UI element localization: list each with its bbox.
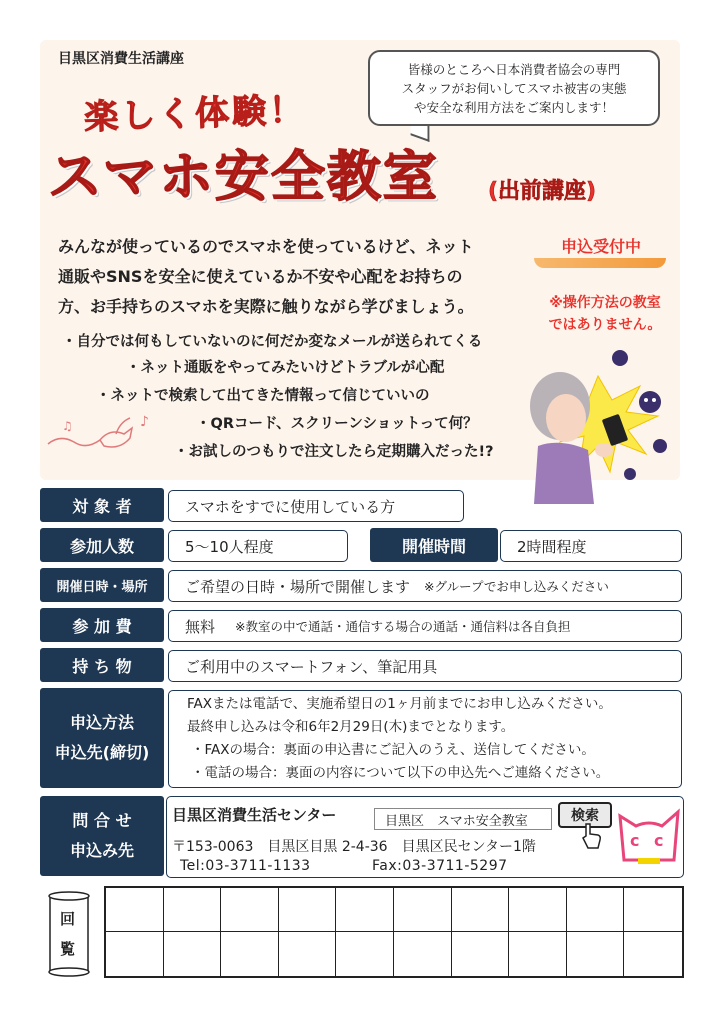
intro-line: 通販やSNSを安全に使えているか不安や心配をお持ちの — [58, 267, 463, 286]
fee-note: ※教室の中で通話・通信する場合の通話・通信料は各自負担 — [235, 619, 571, 634]
belongings-value: ご利用中のスマートフォン、筆記用具 — [168, 650, 682, 682]
stamp-cell — [452, 932, 510, 976]
contact-fax: Fax:03-3711-5297 — [372, 858, 508, 874]
belongings-label: 持 ち 物 — [40, 648, 164, 682]
svg-text:♪: ♪ — [140, 414, 149, 430]
contact-address: 〒153-0063 目黒区目黒 2-4-36 目黒区民センター1階 — [172, 839, 536, 855]
svg-text:♫: ♫ — [62, 419, 73, 433]
stamp-cell — [279, 932, 337, 976]
participants-value: 5〜10人程度 — [168, 530, 348, 562]
target-value: スマホをすでに使用している方 — [168, 490, 464, 522]
stamp-cell — [336, 932, 394, 976]
stamp-cell — [509, 888, 567, 932]
contact-label — [40, 796, 164, 876]
schedule-text: ご希望の日時・場所で開催します — [185, 577, 411, 596]
circulation-label-2: 覧 — [60, 940, 76, 958]
stamp-cell — [279, 888, 337, 932]
intro-text — [58, 232, 528, 322]
apply-line: FAXまたは電話で、実施希望日の1ヶ月前までにお申し込みください。 — [187, 696, 612, 712]
apply-line: 最終申し込みは令和6年2月29日(木)までとなります。 — [187, 719, 515, 735]
stamp-cell — [221, 932, 279, 976]
accepting-badge: 申込受付中 — [560, 237, 641, 256]
concern-bullet: ・QRコード、スクリーンショットって何？ — [196, 416, 478, 432]
apply-details — [168, 690, 682, 788]
concern-bullet: ・お試しのつもりで注文したら定期購入だった!? — [174, 444, 494, 460]
speech-bubble — [368, 50, 660, 126]
intro-line: みんなが使っているのでスマホを使っているけど、ネット — [58, 237, 474, 256]
search-button: 検索 — [558, 802, 612, 828]
apply-line: ・電話の場合：裏面の内容について以下の申込先へご連絡ください。 — [191, 765, 610, 781]
stamp-cell — [221, 888, 279, 932]
bird-doodle-icon — [40, 404, 160, 464]
stamp-cell — [509, 932, 567, 976]
stamp-cell — [164, 932, 222, 976]
badge-underline — [534, 258, 666, 268]
circulation-label-1: 回 — [60, 910, 76, 928]
apply-label-line: 申込方法 — [69, 713, 134, 732]
stamp-cell — [336, 888, 394, 932]
schedule-label: 開催日時・場所 — [40, 568, 164, 602]
bubble-line: スタッフがお伺いしてスマホ被害の実態 — [401, 81, 627, 96]
duration-value: 2時間程度 — [500, 530, 682, 562]
fee-value — [168, 610, 682, 642]
search-term-box: 目黒区 スマホ安全教室 — [374, 808, 552, 830]
organizer-label: 目黒区消費生活講座 — [58, 51, 184, 67]
title-suffix: (出前講座) — [488, 179, 597, 204]
concern-bullet: ・ネット通販をやってみたいけどトラブルが心配 — [126, 360, 445, 376]
target-label: 対 象 者 — [40, 488, 164, 522]
bubble-line: や安全な利用方法をご案内します！ — [413, 100, 614, 115]
title-line-1: 楽しく体験！ — [83, 90, 307, 138]
svg-text:c: c — [654, 831, 664, 850]
schedule-value — [168, 570, 682, 602]
cat-mascot-logo — [616, 802, 682, 868]
concern-bullet: ・自分では何もしていないのに何だか変なメールが送られてくる — [62, 334, 483, 350]
contact-label-line: 申込み先 — [69, 841, 134, 860]
schedule-note: ※グループでお申し込みください — [424, 579, 609, 594]
fee-label: 参 加 費 — [40, 608, 164, 642]
contact-label-line: 問 合 せ — [72, 811, 132, 830]
stamp-cell — [164, 888, 222, 932]
contact-tel: Tel:03-3711-1133 — [180, 858, 311, 874]
stamp-cell — [394, 932, 452, 976]
stamp-cell — [567, 888, 625, 932]
stamp-cell — [452, 888, 510, 932]
woman-with-phone-illustration — [508, 346, 688, 506]
stamp-cell — [394, 888, 452, 932]
apply-label-line: 申込先(締切) — [54, 743, 150, 762]
duration-label: 開催時間 — [370, 528, 498, 562]
stamp-cell — [106, 888, 164, 932]
intro-line: 方、お手持ちのスマホを実際に触りながら学びましょう。 — [58, 297, 474, 316]
circulation-stamp-grid — [104, 886, 684, 978]
circulation-scroll-icon — [38, 888, 98, 980]
note-line: ※操作方法の教室 — [549, 295, 661, 311]
stamp-cell — [624, 932, 682, 976]
concern-bullet: ・ネットで検索して出てきた情報って信じていいの — [96, 388, 430, 404]
contact-name: 目黒区消費生活センター — [172, 806, 337, 824]
note-line: ではありません。 — [548, 317, 662, 333]
bubble-line: 皆様のところへ日本消費者協会の専門 — [407, 62, 621, 77]
hand-cursor-icon — [580, 822, 602, 850]
participants-label: 参加人数 — [40, 528, 164, 562]
svg-text:c: c — [630, 831, 640, 850]
stamp-cell — [106, 932, 164, 976]
main-title: スマホ安全教室 — [48, 145, 439, 208]
stamp-cell — [624, 888, 682, 932]
operation-note — [530, 292, 680, 336]
apply-label — [40, 688, 164, 788]
fee-text: 無料 — [185, 617, 216, 636]
stamp-cell — [567, 932, 625, 976]
apply-line: ・FAXの場合：裏面の申込書にご記入のうえ、送信してください。 — [191, 742, 595, 758]
